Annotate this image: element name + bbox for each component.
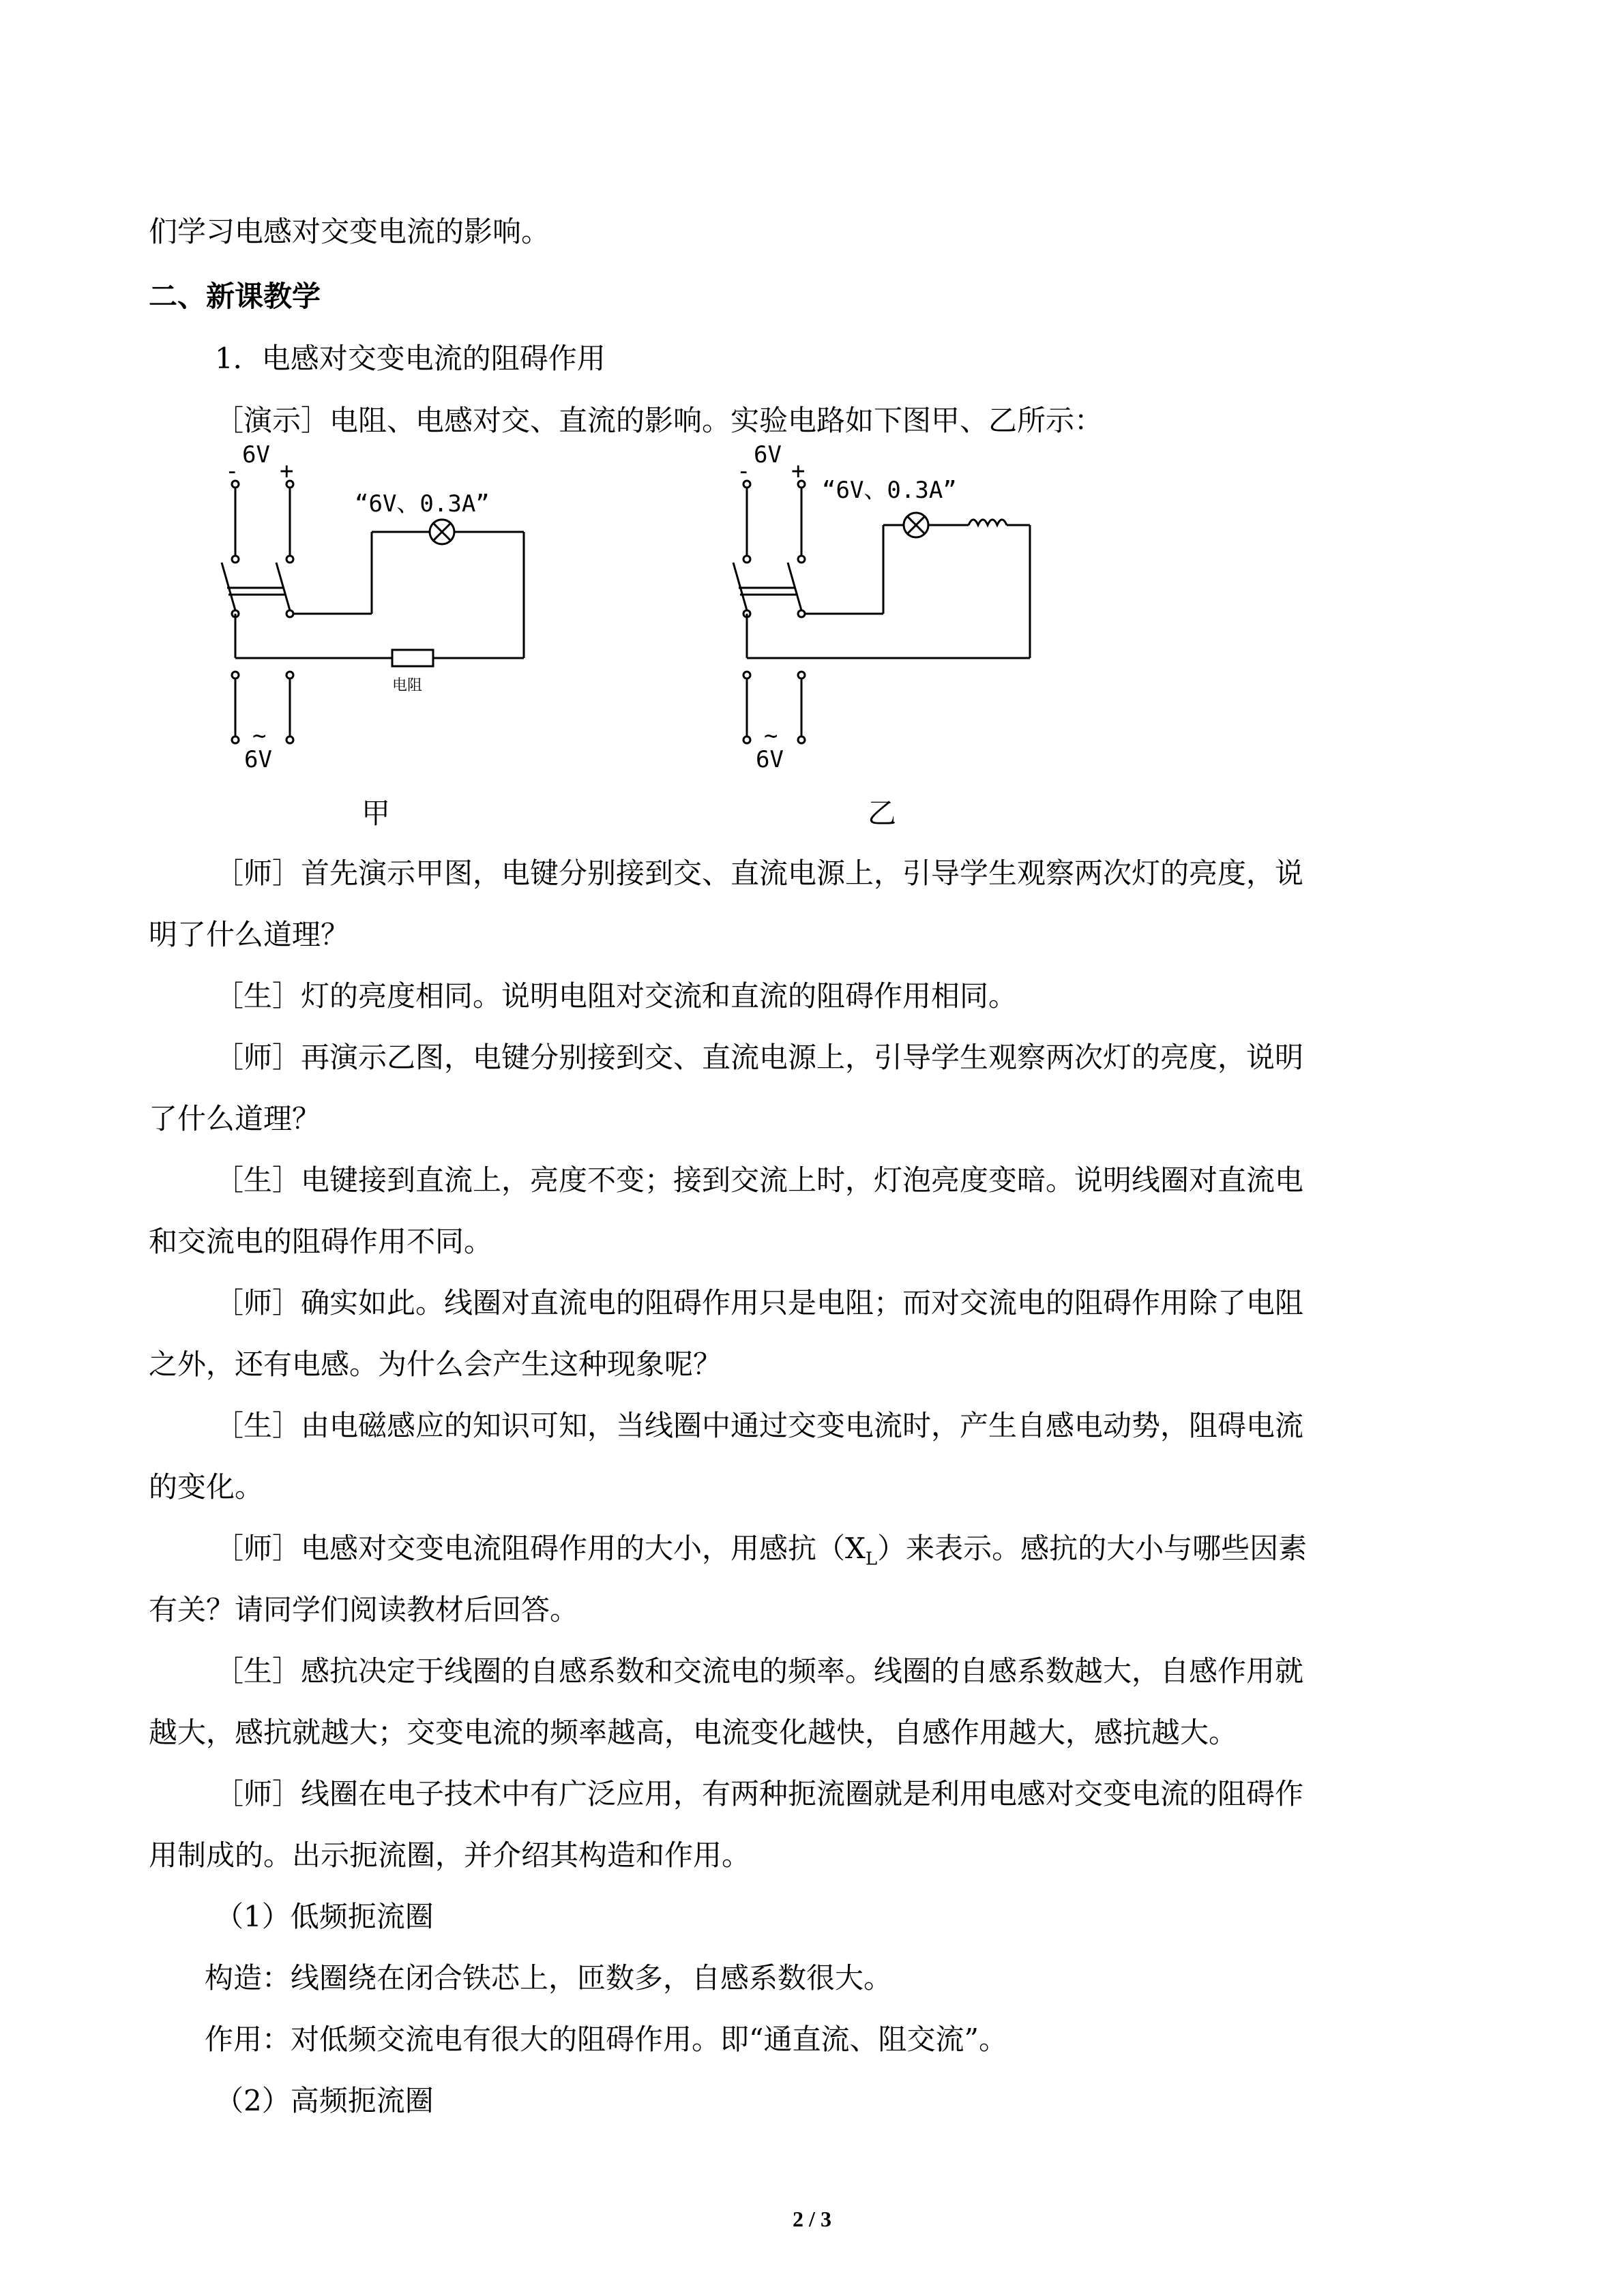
lamp-rating-label: “6V、0.3A” [355,490,490,518]
figure-caption-b: 乙 [868,796,897,830]
dc-voltage-label: 6V [242,441,270,468]
subscript-l: L [865,1549,878,1570]
ac-voltage-label: 6V [756,746,784,773]
ac-tilde-sign: ~ [252,722,267,749]
section-heading: 二、新课教学 [149,280,321,313]
inductor-icon [969,520,1007,525]
circuit-figures [0,436,1624,818]
resistor-label: 电阻 [392,677,423,694]
text-line: 之外，还有电感。为什么会产生这种现象呢？ [149,1347,722,1381]
subsection-heading: （2）高频扼流圈 [215,2084,434,2117]
text-line: ［师］再演示乙图，电键分别接到交、直流电源上，引导学生观察两次灯的亮度，说明 [215,1041,1304,1074]
text-line: ［生］感抗决定于线圈的自感系数和交流电的频率。线圈的自感系数越大，自感作用就 [215,1654,1304,1688]
text-line: 的变化。 [149,1470,264,1504]
text-line: ［生］灯的亮度相同。说明电阻对交流和直流的阻碍作用相同。 [215,979,1018,1013]
figure-caption-a: 甲 [361,796,391,830]
text-line: ［师］线圈在电子技术中有广泛应用，有两种扼流圈就是利用电感对交变电流的阻碍作 [215,1777,1304,1810]
text-line: 越大，感抗就越大；交变电流的频率越高，电流变化越快，自感作用越大，感抗越大。 [149,1716,1238,1749]
text-line: ［生］由电磁感应的知识可知，当线圈中通过交变电流时，产生自感电动势，阻碍电流 [215,1409,1304,1442]
dc-plus-sign: + [791,458,806,485]
resistor-icon [392,650,433,666]
text-line: 了什么道理？ [149,1102,321,1135]
text-line: ［生］电键接到直流上，亮度不变；接到交流上时，灯泡亮度变暗。说明线圈对直流电 [215,1163,1304,1197]
text-segment: ）来表示。感抗的大小与哪些因素 [877,1532,1308,1565]
circuit-a [222,481,524,743]
text-segment: ［师］电感对交变电流阻碍作用的大小，用感抗（X [215,1532,866,1565]
text-line: 用制成的。出示扼流圈，并介绍其构造和作用。 [149,1838,751,1872]
text-line: 构造：线圈绕在闭合铁芯上，匝数多，自感系数很大。 [205,1961,893,1995]
text-line: 们学习电感对交变电流的影响。 [149,215,550,248]
ac-voltage-label: 6V [244,746,272,773]
dc-plus-sign: + [280,458,294,485]
text-line-with-subscript [215,1530,1307,1578]
subsection-heading: （1）低频扼流圈 [215,1900,434,1933]
dc-voltage-label: 6V [754,441,782,468]
dc-minus-sign: - [225,458,239,485]
text-line: ［演示］电阻、电感对交、直流的影响。实验电路如下图甲、乙所示： [215,404,1104,437]
dc-minus-sign: - [737,458,751,485]
text-line: 和交流电的阻碍作用不同。 [149,1225,493,1258]
text-line: 有关？请同学们阅读教材后回答。 [149,1593,579,1626]
subsection-heading: 1．电感对交变电流的阻碍作用 [215,342,606,375]
page-number: 2 / 3 [793,2207,831,2231]
circuit-b [733,481,1030,743]
text-line: ［师］首先演示甲图，电键分别接到交、直流电源上，引导学生观察两次灯的亮度，说 [215,856,1304,890]
text-line: ［师］确实如此。线圈对直流电的阻碍作用只是电阻；而对交流电的阻碍作用除了电阻 [215,1286,1304,1320]
ac-tilde-sign: ~ [764,722,778,749]
text-line: 作用：对低频交流电有很大的阻碍作用。即“通直流、阻交流”。 [205,2023,1007,2056]
lamp-rating-label: “6V、0.3A” [822,477,957,504]
text-line: 明了什么道理？ [149,918,350,951]
